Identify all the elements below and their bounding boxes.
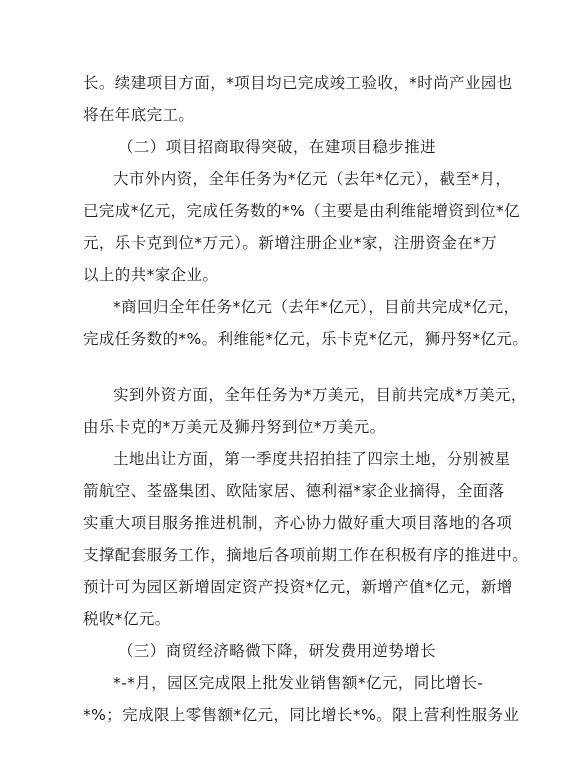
paragraph-line: 支撑配套服务工作，摘地后各项前期工作在积极有序的推进中。 — [83, 546, 529, 564]
paragraph-line: 元，乐卡克到位*万元）。新增注册企业*家，注册资金在*万 — [83, 234, 498, 252]
paragraph-line: *商回归全年任务*亿元（去年*亿元），目前共完成*亿元， — [113, 298, 520, 316]
paragraph-line: 完成任务数的*%。利维能*亿元，乐卡克*亿元，狮丹努*亿元。 — [83, 330, 529, 348]
paragraph-line: 预计可为园区新增固定资产投资*亿元，新增产值*亿元，新增 — [83, 578, 513, 596]
paragraph-line: 由乐卡克的*万美元及狮丹努到位*万美元。 — [83, 418, 386, 436]
paragraph-line: 大市外内资，全年任务为*亿元（去年*亿元），截至*月， — [113, 170, 512, 188]
paragraph-line: 长。续建项目方面，*项目均已完成竣工验收，*时尚产业园也 — [83, 74, 513, 92]
section-heading: （三）商贸经济略微下降，研发费用逆势增长 — [118, 642, 437, 660]
paragraph-line: 以上的共*家企业。 — [83, 266, 219, 284]
paragraph-line: 土地出让方面，第一季度共招拍挂了四宗土地，分别被星 — [113, 450, 511, 468]
paragraph-line: *-*月，园区完成限上批发业销售额*亿元，同比增长- — [113, 674, 484, 692]
paragraph-line: 箭航空、荃盛集团、欧陆家居、德利福*家企业摘得，全面落 — [83, 482, 505, 500]
paragraph-line: 将在年底完工。 — [83, 106, 195, 124]
paragraph-line: 已完成*亿元，完成任务数的*%（主要是由利维能增资到位*亿 — [83, 202, 521, 220]
paragraph-line: *%；完成限上零售额*亿元，同比增长*%。限上营利性服务业 — [83, 706, 520, 724]
paragraph-line: 税收*亿元。 — [83, 610, 171, 628]
section-heading: （二）项目招商取得突破，在建项目稳步推进 — [118, 138, 437, 156]
paragraph-line: 实重大项目服务推进机制，齐心协力做好重大项目落地的各项 — [83, 514, 513, 532]
paragraph-line: 实到外资方面，全年任务为*万美元，目前共完成*万美元， — [113, 386, 527, 404]
